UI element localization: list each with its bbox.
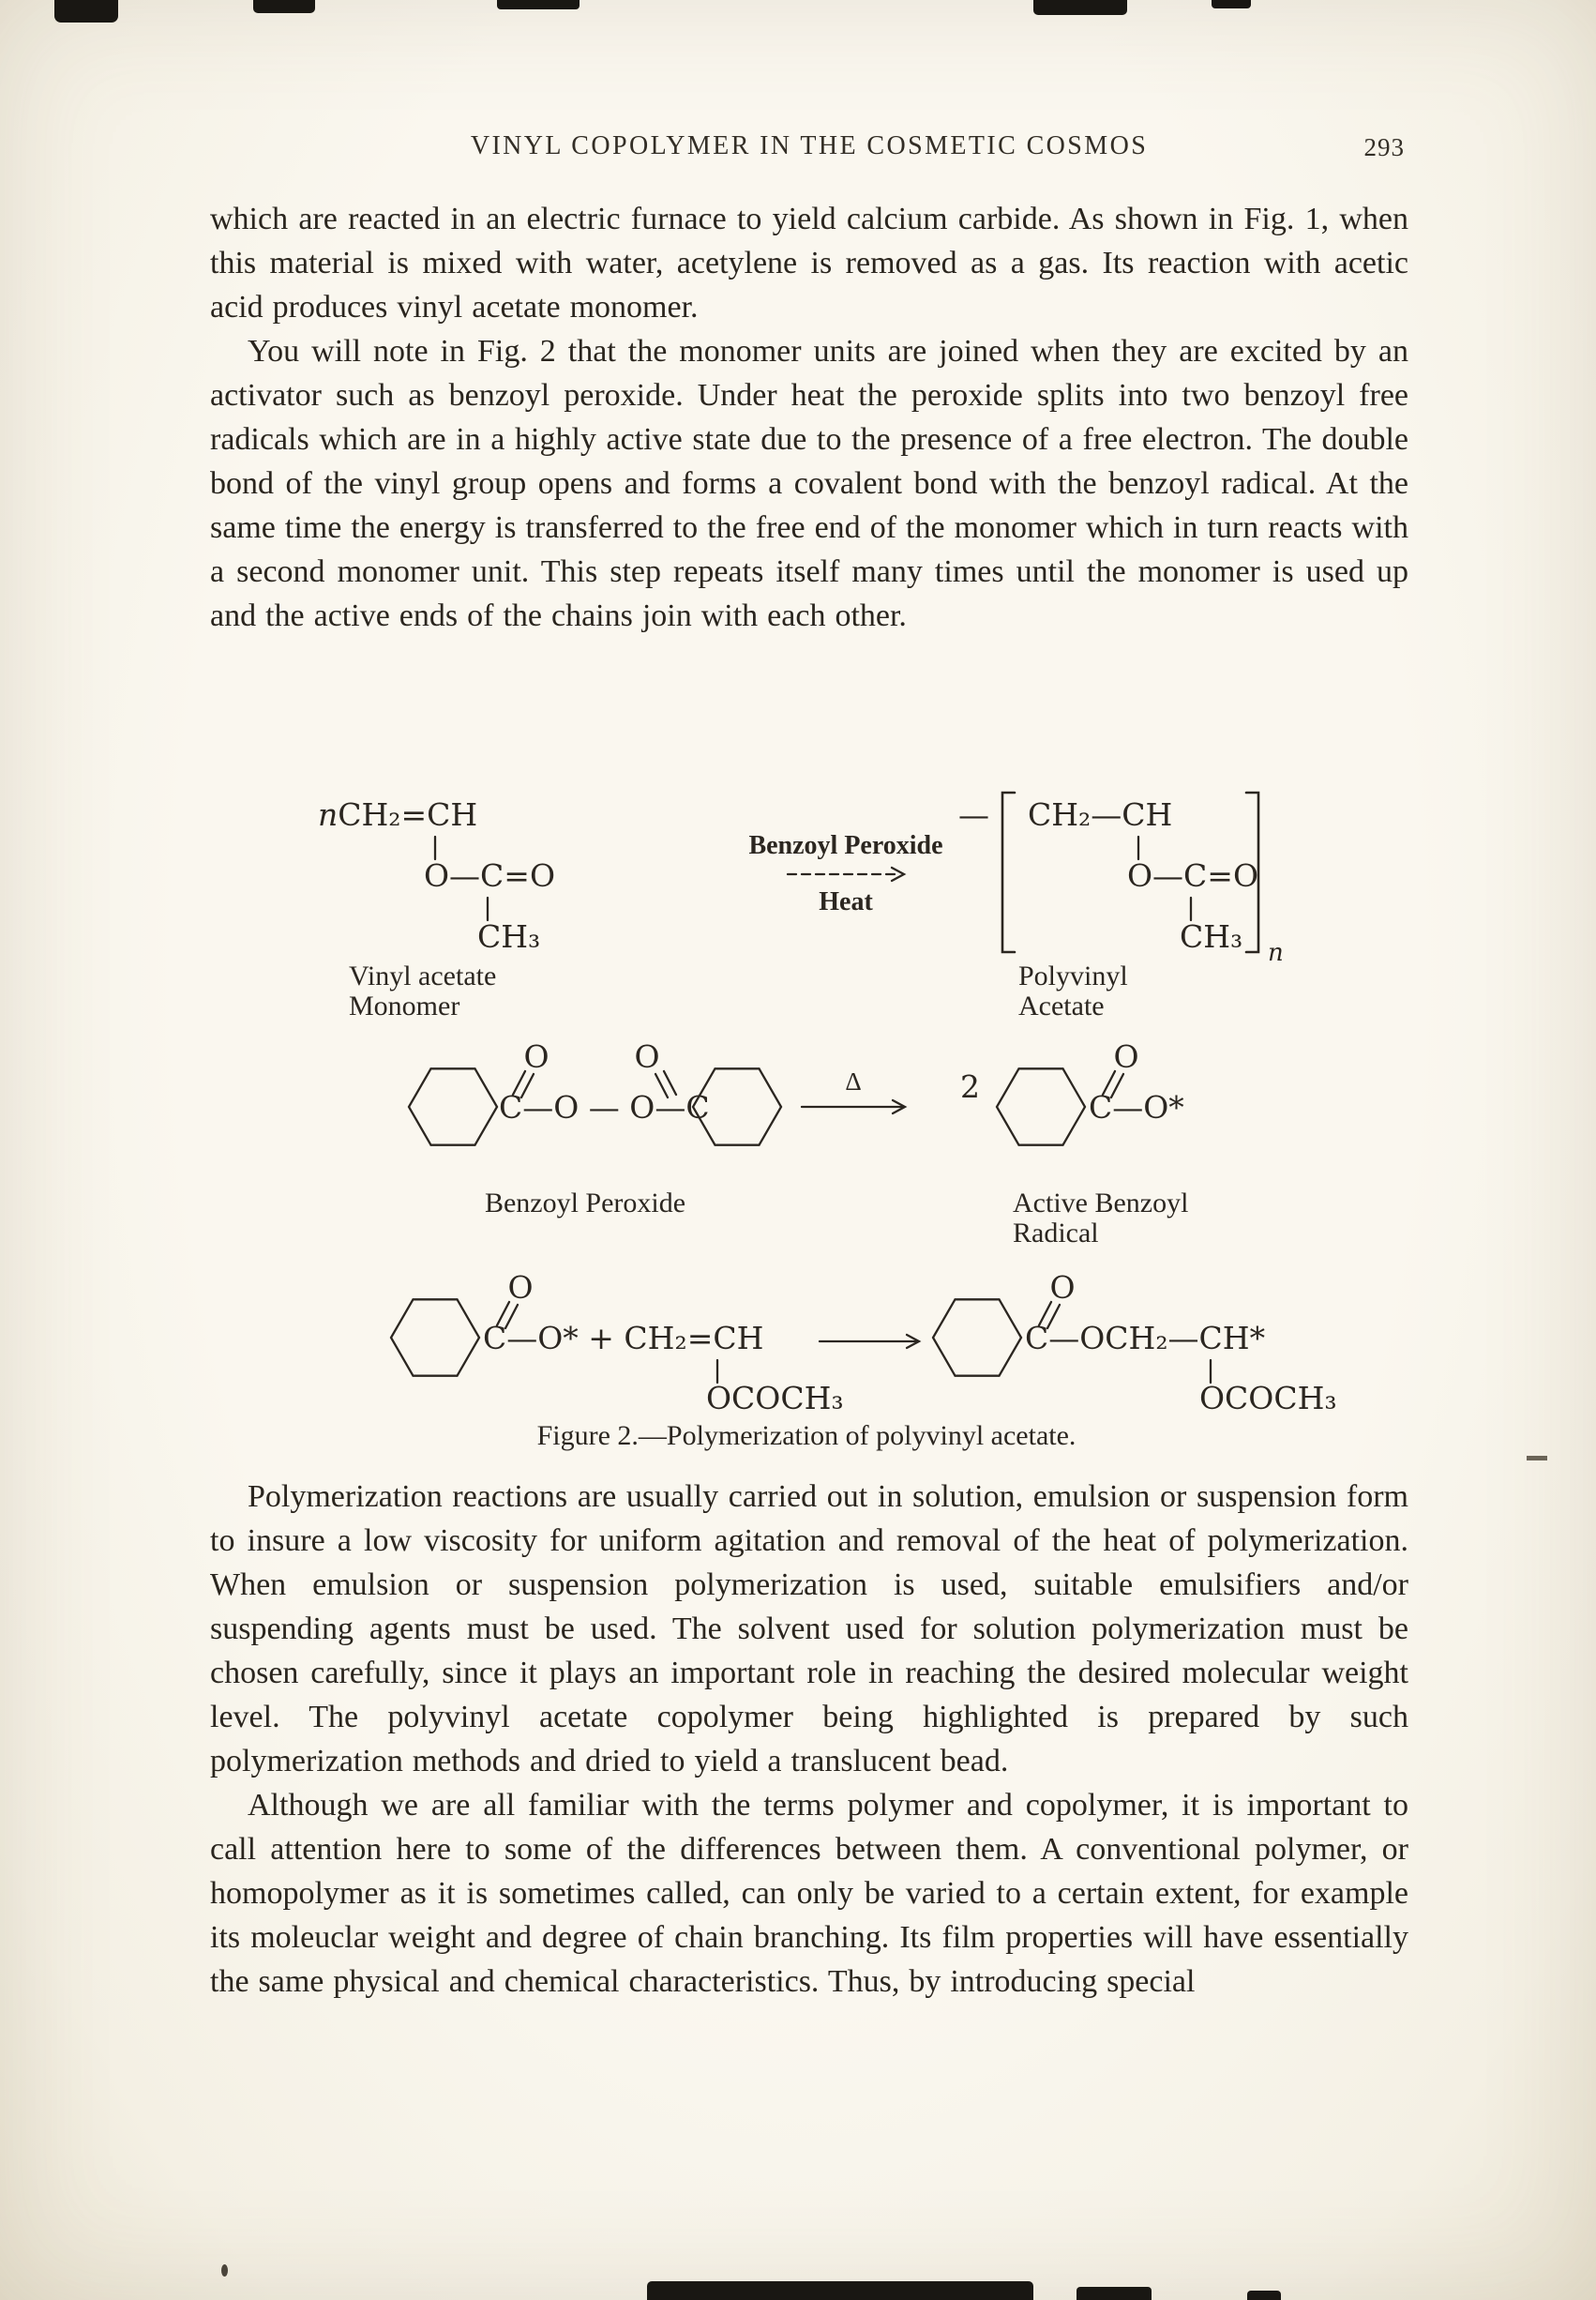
paragraph: Although we are all familiar with the terms polymer and copolymer, it is important to call attention here to some of the differences between them. A conventional polymer, or homopolymer as it is sometimes called, can only be varied to a certain extent, for example its moleuclar weight and degree of chain branching. Its film properties will have essentially the same physical and chemical characteristics. Thus, by introducing special bbox=[210, 1788, 1408, 1999]
structure-label: Acetate bbox=[1018, 991, 1105, 1021]
scan-artifact bbox=[253, 0, 315, 13]
carbonyl-oxygen: O bbox=[634, 1038, 660, 1075]
benzene-ring bbox=[997, 1068, 1085, 1144]
carbonyl-oxygen: O bbox=[1113, 1038, 1139, 1075]
chain-bond-dash: — bbox=[958, 796, 989, 833]
formula-o-c-o: O—C=O bbox=[1127, 857, 1259, 894]
structure-label: Active Benzoyl bbox=[1013, 1188, 1189, 1218]
formula-ch2-ch: CH₂=CH bbox=[338, 796, 478, 833]
benzene-ring bbox=[391, 1299, 479, 1375]
radical-chain: C—O* bbox=[1089, 1089, 1184, 1126]
carbonyl-oxygen: O bbox=[523, 1038, 550, 1075]
structure-label: Monomer bbox=[349, 991, 460, 1021]
repeat-subscript-n: n bbox=[1268, 939, 1284, 967]
scan-artifact bbox=[1033, 0, 1127, 15]
left-bracket bbox=[1002, 793, 1015, 952]
figure-2-diagram bbox=[210, 788, 1410, 1456]
formula-o-c-o: O—C=O bbox=[424, 857, 556, 894]
pendant-group: OCOCH₃ bbox=[706, 1380, 844, 1416]
benzene-ring bbox=[933, 1299, 1021, 1375]
scan-artifact bbox=[221, 2264, 228, 2277]
scan-artifact bbox=[1212, 0, 1251, 8]
benzoyl-peroxide-structure bbox=[409, 1038, 781, 1218]
formula-ch3: CH₃ bbox=[477, 918, 541, 955]
body-text-bottom bbox=[210, 1475, 1408, 2004]
addition-reaction bbox=[391, 1269, 1337, 1416]
reaction-arrow-2 bbox=[802, 1067, 905, 1113]
running-title: VINYL COPOLYMER IN THE COSMETIC COSMOS bbox=[470, 131, 1149, 160]
coefficient-n: n bbox=[318, 796, 339, 833]
scan-artifact bbox=[497, 0, 580, 9]
scan-artifact bbox=[647, 2281, 1033, 2300]
polyvinyl-acetate-structure bbox=[958, 793, 1284, 1021]
formula-line bbox=[318, 796, 477, 833]
heat-delta-symbol: Δ bbox=[845, 1067, 862, 1096]
peroxide-chain: C—O — O—C bbox=[499, 1089, 710, 1126]
carbonyl-oxygen: O bbox=[1049, 1269, 1076, 1306]
scan-artifact bbox=[54, 0, 118, 23]
figure-caption: Figure 2.—Polymerization of polyvinyl acetate. bbox=[536, 1420, 1077, 1451]
structure-label: Benzoyl Peroxide bbox=[484, 1188, 686, 1218]
scan-artifact bbox=[1077, 2287, 1152, 2300]
product-chain: C—OCH₂—CH* bbox=[1025, 1320, 1266, 1356]
benzene-ring bbox=[409, 1068, 497, 1144]
paragraph: Polymerization reactions are usually carried out in solution, emulsion or suspension form to insure a low viscosity for uniform agitation and removal of the heat of polymerization. When emulsion or suspension polymerization is used, suitable emulsifiers and/or suspending agents must be used. The solvent used for solution polymerization must be chosen carefully, since it plays an important role in reaching the desired molecular weight level. The polyvinyl acetate copolymer being highlighted is prepared by such polymerization methods and dried to yield a translucent bead. bbox=[210, 1479, 1408, 1778]
active-benzoyl-radical-structure bbox=[960, 1038, 1188, 1248]
body-text-top bbox=[210, 197, 1408, 638]
structure-label: Radical bbox=[1013, 1218, 1099, 1248]
scan-artifact bbox=[1527, 1456, 1547, 1460]
reaction-arrow-1 bbox=[748, 831, 942, 916]
pendant-group: OCOCH₃ bbox=[1199, 1380, 1337, 1416]
stoichiometric-coefficient: 2 bbox=[960, 1068, 980, 1105]
page-header bbox=[210, 131, 1408, 167]
structure-label: Vinyl acetate bbox=[349, 961, 497, 991]
vinyl-acetate-monomer-structure bbox=[318, 796, 555, 1021]
arrow-label-below: Heat bbox=[819, 887, 873, 916]
paragraph: You will note in Fig. 2 that the monomer units are joined when they are excited by an activator such as benzoyl peroxide. Under heat the peroxide splits into two benzoyl free radicals which are in a highly active state due to the presence of a free electron. The double bond of the vinyl group opens and forms a covalent bond with the benzoyl radical. At the same time the energy is transferred to the free end of the monomer which in turn reacts with a second monomer unit. This step repeats itself many times until the monomer is used up and the active ends of the chains join with each other. bbox=[210, 334, 1408, 633]
arrow-label-above: Benzoyl Peroxide bbox=[748, 831, 943, 860]
structure-label: Polyvinyl bbox=[1018, 961, 1128, 991]
page-number: 293 bbox=[1363, 133, 1405, 161]
carbonyl-oxygen: O bbox=[507, 1269, 534, 1306]
paragraph-continuation: which are reacted in an electric furnace to yield calcium carbide. As shown in Fig. 1, when this material is mixed with water, acetylene is removed as a gas. Its reaction with acetic acid produces vinyl acetate monomer. bbox=[210, 202, 1408, 325]
formula-ch2-ch: CH₂—CH bbox=[1028, 796, 1173, 833]
reactant-chain: C—O* + CH₂=CH bbox=[483, 1320, 764, 1356]
formula-ch3: CH₃ bbox=[1180, 918, 1243, 955]
scan-artifact bbox=[1247, 2291, 1281, 2300]
